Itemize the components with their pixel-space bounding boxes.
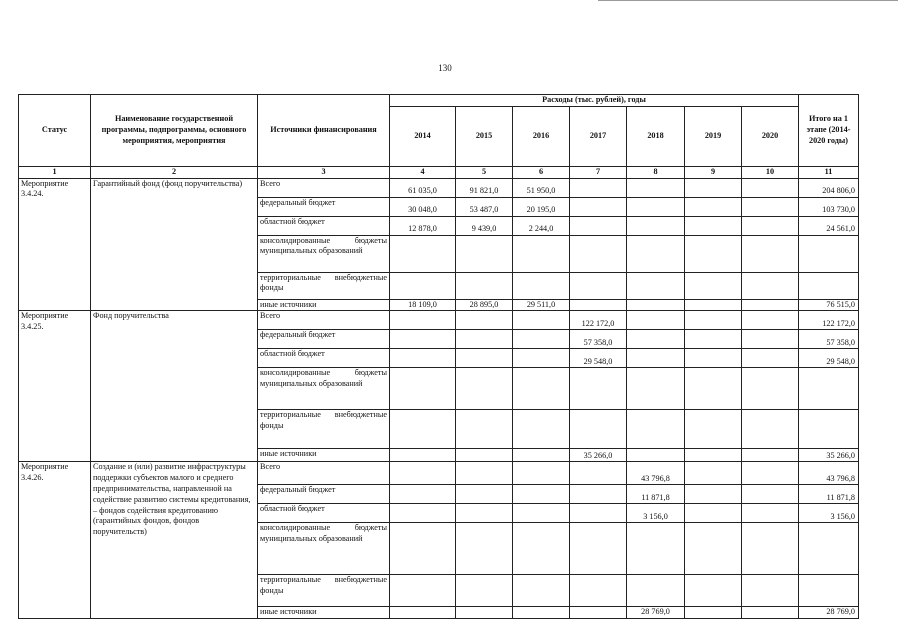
year-amount bbox=[390, 449, 456, 462]
year-amount: 18 109,0 bbox=[390, 299, 456, 311]
header-year: 2015 bbox=[456, 106, 513, 166]
year-amount bbox=[570, 504, 627, 523]
year-amount bbox=[513, 462, 570, 485]
year-amount bbox=[570, 235, 627, 272]
column-number: 9 bbox=[685, 166, 742, 178]
table-row bbox=[19, 462, 859, 485]
column-number: 4 bbox=[390, 166, 456, 178]
year-amount: 20 195,0 bbox=[513, 197, 570, 216]
year-amount bbox=[513, 368, 570, 410]
funding-source: территориальные внебюджетные фонды bbox=[258, 575, 390, 607]
year-amount bbox=[390, 311, 456, 330]
year-amount bbox=[742, 368, 799, 410]
funding-source: территориальные внебюджетные фонды bbox=[258, 272, 390, 299]
table-row bbox=[19, 311, 859, 330]
year-amount: 122 172,0 bbox=[570, 311, 627, 330]
funding-source: областной бюджет bbox=[258, 349, 390, 368]
year-amount: 61 035,0 bbox=[390, 178, 456, 197]
year-amount bbox=[513, 449, 570, 462]
year-amount bbox=[513, 504, 570, 523]
column-number: 7 bbox=[570, 166, 627, 178]
year-amount bbox=[570, 368, 627, 410]
financing-table bbox=[18, 94, 859, 619]
year-amount: 51 950,0 bbox=[513, 178, 570, 197]
year-amount bbox=[456, 272, 513, 299]
year-amount bbox=[513, 330, 570, 349]
year-amount bbox=[390, 462, 456, 485]
row-status: Мероприятие 3.4.26. bbox=[19, 462, 91, 619]
year-amount bbox=[685, 523, 742, 575]
total-amount bbox=[799, 235, 859, 272]
year-amount bbox=[456, 449, 513, 462]
funding-source: Всего bbox=[258, 462, 390, 485]
year-amount bbox=[570, 575, 627, 607]
year-amount bbox=[390, 410, 456, 449]
year-amount bbox=[685, 410, 742, 449]
year-amount bbox=[390, 504, 456, 523]
funding-source: областной бюджет bbox=[258, 216, 390, 235]
year-amount bbox=[685, 178, 742, 197]
row-status: Мероприятие 3.4.25. bbox=[19, 311, 91, 462]
funding-source: иные источники bbox=[258, 607, 390, 619]
funding-source: консолидированные бюджеты муниципальных образований bbox=[258, 235, 390, 272]
year-amount bbox=[627, 216, 685, 235]
year-amount bbox=[456, 368, 513, 410]
column-number: 11 bbox=[799, 166, 859, 178]
year-amount bbox=[627, 449, 685, 462]
total-amount: 204 806,0 bbox=[799, 178, 859, 197]
header-expenses: Расходы (тыс. рублей), годы bbox=[390, 95, 799, 107]
total-amount: 43 796,8 bbox=[799, 462, 859, 485]
row-activity-name: Создание и (или) развитие инфраструктуры поддержки субъектов малого и среднего предпринимательства, направленной на содействие развитию системы кредитования, – фондов содействия кредитованию (гарантийных фондов, фондов поручительств) bbox=[91, 462, 258, 619]
year-amount bbox=[742, 449, 799, 462]
year-amount bbox=[685, 216, 742, 235]
year-amount bbox=[742, 299, 799, 311]
funding-source: территориальные внебюджетные фонды bbox=[258, 410, 390, 449]
column-number: 10 bbox=[742, 166, 799, 178]
year-amount bbox=[742, 410, 799, 449]
total-amount: 29 548,0 bbox=[799, 349, 859, 368]
funding-source: областной бюджет bbox=[258, 504, 390, 523]
year-amount bbox=[390, 485, 456, 504]
year-amount bbox=[456, 410, 513, 449]
year-amount bbox=[742, 504, 799, 523]
year-amount: 9 439,0 bbox=[456, 216, 513, 235]
page-number: 130 bbox=[438, 63, 452, 73]
funding-source: Всего bbox=[258, 311, 390, 330]
year-amount bbox=[742, 272, 799, 299]
header-year: 2014 bbox=[390, 106, 456, 166]
year-amount bbox=[685, 311, 742, 330]
year-amount: 35 266,0 bbox=[570, 449, 627, 462]
total-amount: 28 769,0 bbox=[799, 607, 859, 619]
year-amount bbox=[627, 330, 685, 349]
year-amount bbox=[513, 349, 570, 368]
column-number: 2 bbox=[91, 166, 258, 178]
year-amount bbox=[685, 575, 742, 607]
year-amount bbox=[456, 504, 513, 523]
year-amount bbox=[627, 349, 685, 368]
year-amount bbox=[742, 607, 799, 619]
header-name: Наименование государственной программы, подпрограммы, основного мероприятия, мероприятия bbox=[91, 95, 258, 167]
year-amount: 29 511,0 bbox=[513, 299, 570, 311]
year-amount bbox=[513, 235, 570, 272]
year-amount bbox=[627, 178, 685, 197]
year-amount bbox=[390, 607, 456, 619]
year-amount bbox=[685, 368, 742, 410]
year-amount bbox=[742, 462, 799, 485]
year-amount: 53 487,0 bbox=[456, 197, 513, 216]
total-amount: 24 561,0 bbox=[799, 216, 859, 235]
funding-source: иные источники bbox=[258, 449, 390, 462]
total-amount bbox=[799, 368, 859, 410]
year-amount bbox=[570, 272, 627, 299]
year-amount bbox=[742, 311, 799, 330]
year-amount bbox=[570, 485, 627, 504]
year-amount bbox=[456, 462, 513, 485]
year-amount bbox=[390, 272, 456, 299]
header-year: 2018 bbox=[627, 106, 685, 166]
year-amount bbox=[685, 462, 742, 485]
year-amount bbox=[456, 330, 513, 349]
year-amount: 43 796,8 bbox=[627, 462, 685, 485]
funding-source: консолидированные бюджеты муниципальных образований bbox=[258, 368, 390, 410]
year-amount bbox=[627, 311, 685, 330]
year-amount bbox=[627, 299, 685, 311]
year-amount bbox=[570, 299, 627, 311]
year-amount bbox=[627, 235, 685, 272]
year-amount bbox=[742, 523, 799, 575]
year-amount bbox=[627, 368, 685, 410]
year-amount bbox=[685, 349, 742, 368]
year-amount bbox=[570, 197, 627, 216]
year-amount bbox=[456, 485, 513, 504]
column-number: 3 bbox=[258, 166, 390, 178]
year-amount bbox=[742, 216, 799, 235]
year-amount bbox=[742, 235, 799, 272]
total-amount: 57 358,0 bbox=[799, 330, 859, 349]
column-number: 6 bbox=[513, 166, 570, 178]
header-year: 2017 bbox=[570, 106, 627, 166]
funding-source: консолидированные бюджеты муниципальных образований bbox=[258, 523, 390, 575]
year-amount bbox=[627, 197, 685, 216]
year-amount bbox=[456, 607, 513, 619]
year-amount bbox=[390, 349, 456, 368]
year-amount bbox=[742, 330, 799, 349]
year-amount bbox=[685, 330, 742, 349]
year-amount bbox=[742, 178, 799, 197]
row-activity-name: Фонд поручительства bbox=[91, 311, 258, 462]
year-amount bbox=[390, 368, 456, 410]
funding-source: федеральный бюджет bbox=[258, 330, 390, 349]
year-amount bbox=[685, 272, 742, 299]
year-amount bbox=[685, 485, 742, 504]
column-number: 8 bbox=[627, 166, 685, 178]
year-amount bbox=[513, 607, 570, 619]
year-amount bbox=[742, 485, 799, 504]
year-amount bbox=[685, 449, 742, 462]
column-number: 1 bbox=[19, 166, 91, 178]
year-amount bbox=[390, 235, 456, 272]
total-amount: 76 515,0 bbox=[799, 299, 859, 311]
year-amount bbox=[685, 299, 742, 311]
top-edge-line bbox=[598, 0, 898, 1]
year-amount bbox=[627, 272, 685, 299]
year-amount bbox=[390, 523, 456, 575]
funding-source: федеральный бюджет bbox=[258, 197, 390, 216]
year-amount bbox=[456, 311, 513, 330]
year-amount bbox=[390, 575, 456, 607]
year-amount: 3 156,0 bbox=[627, 504, 685, 523]
year-amount bbox=[570, 178, 627, 197]
header-year: 2016 bbox=[513, 106, 570, 166]
funding-source: Всего bbox=[258, 178, 390, 197]
year-amount bbox=[513, 410, 570, 449]
year-amount bbox=[685, 607, 742, 619]
year-amount bbox=[685, 504, 742, 523]
year-amount bbox=[513, 523, 570, 575]
year-amount bbox=[513, 272, 570, 299]
financing-table-container bbox=[18, 94, 859, 619]
year-amount: 28 895,0 bbox=[456, 299, 513, 311]
column-number: 5 bbox=[456, 166, 513, 178]
year-amount bbox=[685, 197, 742, 216]
total-amount: 11 871,8 bbox=[799, 485, 859, 504]
total-amount bbox=[799, 272, 859, 299]
year-amount bbox=[390, 330, 456, 349]
year-amount: 30 048,0 bbox=[390, 197, 456, 216]
year-amount bbox=[456, 523, 513, 575]
year-amount bbox=[742, 575, 799, 607]
year-amount bbox=[742, 197, 799, 216]
header-year: 2020 bbox=[742, 106, 799, 166]
year-amount bbox=[456, 235, 513, 272]
header-year: 2019 bbox=[685, 106, 742, 166]
year-amount bbox=[456, 349, 513, 368]
year-amount bbox=[456, 575, 513, 607]
header-total: Итого на 1 этапе (2014-2020 годы) bbox=[799, 95, 859, 167]
year-amount bbox=[570, 410, 627, 449]
year-amount: 57 358,0 bbox=[570, 330, 627, 349]
year-amount bbox=[627, 523, 685, 575]
year-amount bbox=[513, 485, 570, 504]
table-body bbox=[19, 178, 859, 619]
year-amount: 12 878,0 bbox=[390, 216, 456, 235]
header-sources: Источники финансирования bbox=[258, 95, 390, 167]
year-amount bbox=[627, 575, 685, 607]
year-amount: 28 769,0 bbox=[627, 607, 685, 619]
total-amount bbox=[799, 410, 859, 449]
table-row bbox=[19, 178, 859, 197]
total-amount bbox=[799, 523, 859, 575]
year-amount bbox=[513, 311, 570, 330]
header-status: Статус bbox=[19, 95, 91, 167]
year-amount bbox=[627, 410, 685, 449]
year-amount: 91 821,0 bbox=[456, 178, 513, 197]
total-amount bbox=[799, 575, 859, 607]
year-amount: 2 244,0 bbox=[513, 216, 570, 235]
year-amount bbox=[570, 216, 627, 235]
year-amount bbox=[513, 575, 570, 607]
year-amount bbox=[570, 523, 627, 575]
row-status: Мероприятие 3.4.24. bbox=[19, 178, 91, 311]
total-amount: 103 730,0 bbox=[799, 197, 859, 216]
total-amount: 3 156,0 bbox=[799, 504, 859, 523]
total-amount: 35 266,0 bbox=[799, 449, 859, 462]
year-amount bbox=[685, 235, 742, 272]
year-amount bbox=[570, 607, 627, 619]
funding-source: иные источники bbox=[258, 299, 390, 311]
year-amount: 11 871,8 bbox=[627, 485, 685, 504]
year-amount bbox=[570, 462, 627, 485]
row-activity-name: Гарантийный фонд (фонд поручительства) bbox=[91, 178, 258, 311]
total-amount: 122 172,0 bbox=[799, 311, 859, 330]
year-amount bbox=[742, 349, 799, 368]
year-amount: 29 548,0 bbox=[570, 349, 627, 368]
funding-source: федеральный бюджет bbox=[258, 485, 390, 504]
